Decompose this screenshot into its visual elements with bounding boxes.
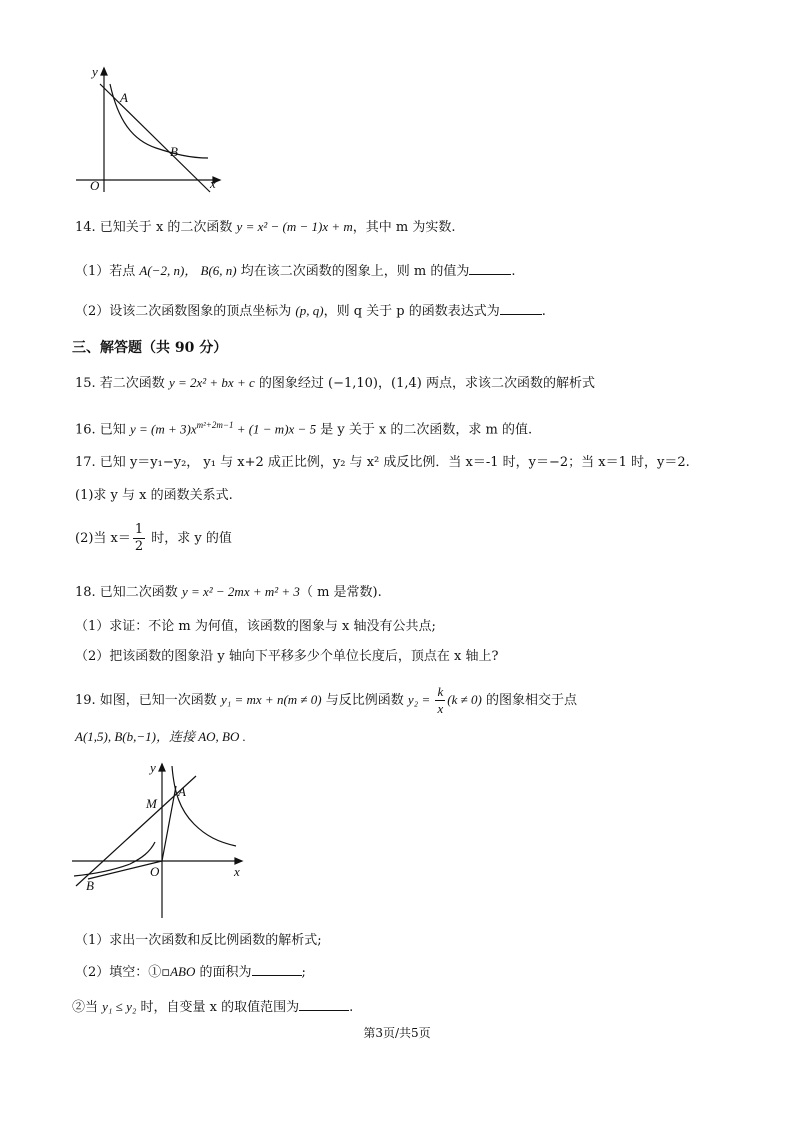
figure-1-graph xyxy=(70,62,230,192)
question-18-part2: （2）把该函数的图象沿 y 轴向下平移多少个单位长度后，顶点在 x 轴上? xyxy=(75,649,499,664)
q19-part3-condition: y₁ ≤ y₂ xyxy=(102,999,137,1014)
q16-formula-a: y = (m + 3)x xyxy=(129,421,197,437)
label-a: A xyxy=(178,784,186,799)
q15-formula: y = 2x² + bx + c xyxy=(168,375,255,390)
page-footer: 第3页/共5页 xyxy=(363,1026,431,1040)
question-14-part1 xyxy=(75,262,516,281)
label-y: y xyxy=(92,64,98,79)
label-b: B xyxy=(86,878,94,893)
question-16 xyxy=(75,416,532,439)
q18-formula: y = x² − 2mx + m² + 3 xyxy=(181,584,300,599)
question-19-points: A(1,5), B(b,−1)，连接 AO, BO . xyxy=(75,729,246,744)
label-y: y xyxy=(150,760,156,775)
fraction-numerator: 1 xyxy=(134,522,144,537)
label-o: O xyxy=(90,178,100,193)
question-17-part2 xyxy=(75,522,232,555)
question-19-part3 xyxy=(72,998,353,1017)
question-14-stem xyxy=(75,218,456,237)
q14-text-pre: 14. 已知关于 x 的二次函数 xyxy=(75,220,237,235)
y-axis-arrow xyxy=(101,68,107,75)
q18-post: （ m 是常数). xyxy=(299,585,382,600)
q19-part2-pre: （2）填空：① xyxy=(75,965,162,980)
question-17-part1: (1)求 y 与 x 的函数关系式. xyxy=(75,488,233,503)
q19-triangle-name: ABO xyxy=(170,964,196,979)
q14-part2-coord: (p, q) xyxy=(295,303,324,318)
answer-blank[interactable] xyxy=(469,262,511,275)
fraction-k-over-x xyxy=(435,684,445,717)
q19-part3-post: 时，自变量 x 的取值范围为 xyxy=(136,1000,300,1015)
hyperbola-branch-left xyxy=(74,842,155,876)
fraction-denominator: 2 xyxy=(134,539,144,554)
q16-formula-b: + (1 − m)x − 5 xyxy=(233,421,317,437)
question-15 xyxy=(75,374,595,393)
fraction-one-half xyxy=(133,522,145,555)
label-x: x xyxy=(210,176,216,191)
q15-pre: 15. 若二次函数 xyxy=(75,376,169,391)
question-19-part2 xyxy=(75,963,306,982)
q14-part1-post: 均在该二次函数的图象上，则 m 的值为 xyxy=(236,264,470,279)
q19-part2-end: ; xyxy=(301,965,306,980)
q14-part2-end: . xyxy=(541,304,546,319)
label-x: x xyxy=(234,864,240,879)
q14-part2-pre: （2）设该二次函数图象的顶点坐标为 xyxy=(75,304,296,319)
label-b: B xyxy=(170,144,178,159)
label-m: M xyxy=(146,796,157,811)
fraction-denominator: x xyxy=(437,701,444,716)
q17-part2-pre: (2)当 x＝ xyxy=(75,531,131,546)
section-3-title: 三、解答题（共 90 分） xyxy=(72,340,228,356)
q19-part2-post: 的面积为 xyxy=(195,965,252,980)
q14-formula: y = x² − (m − 1)x + m xyxy=(236,219,353,234)
label-o: O xyxy=(150,864,160,879)
q19-inverse-formula-post: (k ≠ 0) xyxy=(447,692,482,707)
answer-blank[interactable] xyxy=(252,963,302,976)
q16-pre: 16. 已知 xyxy=(75,422,130,438)
y-axis-arrow xyxy=(159,764,165,771)
q19-post: 的图象相交于点 xyxy=(481,693,577,708)
question-18-part1: （1）求证：不论 m 为何值，该函数的图象与 x 轴没有公共点; xyxy=(75,619,436,634)
question-17-stem: 17. 已知 y＝y₁−y₂， y₁ 与 x+2 成正比例，y₂ 与 x² 成反比例．当 x＝-1 时，y＝−2；当 x＝1 时，y＝2. xyxy=(75,455,690,470)
q19-mid: 与反比例函数 xyxy=(321,693,408,708)
hyperbola-branch-right xyxy=(172,766,236,846)
label-a: A xyxy=(120,90,128,105)
q17-part2-post: 时，求 y 的值 xyxy=(147,531,232,546)
q14-text-post: ，其中 m 为实数. xyxy=(352,220,456,235)
question-14-part2 xyxy=(75,302,546,321)
line-ab xyxy=(100,84,210,192)
answer-blank[interactable] xyxy=(299,998,349,1011)
question-19-stem xyxy=(75,684,577,717)
q14-part1-points: A(−2, n)， B(6, n) xyxy=(139,263,237,278)
q19-inverse-formula-pre: y₂ = xyxy=(407,692,434,707)
q18-pre: 18. 已知二次函数 xyxy=(75,585,182,600)
q19-pre: 19. 如图，已知一次函数 xyxy=(75,693,221,708)
segment-oa xyxy=(162,786,176,861)
q16-post: 是 y 关于 x 的二次函数，求 m 的值. xyxy=(316,422,533,438)
q14-part1-pre: （1）若点 xyxy=(75,264,140,279)
q16-formula-exponent: m²+2m−1 xyxy=(196,420,234,430)
triangle-icon: ▫ xyxy=(161,965,171,980)
question-19-part1: （1）求出一次函数和反比例函数的解析式; xyxy=(75,933,322,948)
q14-part1-end: . xyxy=(511,264,516,279)
q19-linear-formula: y₁ = mx + n(m ≠ 0) xyxy=(220,692,322,707)
q19-part3-pre: ②当 xyxy=(72,1000,103,1015)
fraction-numerator: k xyxy=(437,684,444,699)
figure-2-graph xyxy=(70,758,250,923)
q14-part2-post: ，则 q 关于 p 的函数表达式为 xyxy=(323,304,500,319)
question-18-stem xyxy=(75,583,382,602)
q19-part3-end: . xyxy=(349,1000,354,1015)
answer-blank[interactable] xyxy=(500,302,542,315)
q15-post: 的图象经过 (−1,10)，(1,4) 两点，求该二次函数的解析式 xyxy=(254,376,595,391)
